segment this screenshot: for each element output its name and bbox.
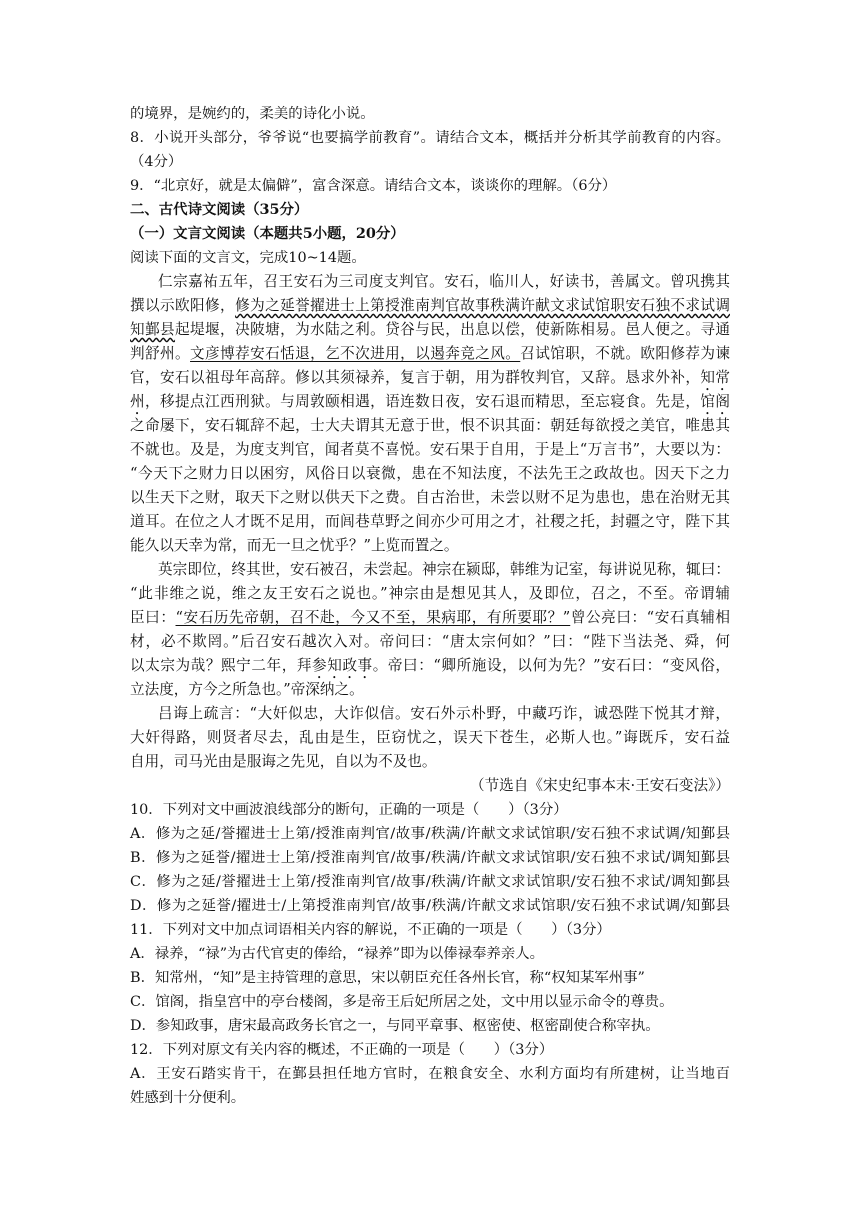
passage-line: 臣曰：“安石历先帝朝，召不赴，今又不至，果病耶，有所要耶？”曾公亮曰：“安石真辅相 <box>130 609 730 626</box>
passage-line: 以太宗为哉？熙宁二年，拜参知政事。帝曰：“卿所施设，以何为先？”安石曰：“变风俗， <box>130 657 730 674</box>
passage-line: 大奸得路，则贤者尽去，乱由是生，臣窃忧之，误天下苍生，必斯人也。”诲既斥，安石益 <box>130 729 730 746</box>
passage-line: 立法度，方今之所急也。”帝深纳之。 <box>130 681 364 698</box>
option-c: C．修为之延/誉擢进士上第/授淮南判官/故事/秩满/许献文求试馆职/安石独不求试/调知鄞县 <box>130 874 730 890</box>
passage-line: 吕诲上疏言：“大奸似忠，大诈似信。安石外示朴野，中藏巧诈，诚恐陛下悦其才辩， <box>158 705 730 722</box>
passage-line: 道耳。在位之人才既不足用，而闾巷草野之间亦少可用之才，社稷之托，封疆之守，陛下其 <box>130 513 730 530</box>
option-a: A．修为之延/誉擢进士上第/授淮南判官/故事/秩满/许献文求试馆职/安石独不求试调/知鄞县 <box>130 826 730 842</box>
passage-line: 材，必不欺罔。”后召安石越次入对。帝问曰：“唐太宗何如？”曰：“陛下当法尧、舜，何 <box>130 633 730 650</box>
passage-line: 能久以天幸为常，而无一旦之忧乎？”上览而置之。 <box>130 537 459 554</box>
dotted-term: 馆阁 <box>700 393 730 410</box>
dotted-term: 常 <box>715 369 730 386</box>
option-a-continued: 姓感到十分便利。 <box>130 1090 246 1106</box>
question-8: 8．小说开头部分，爷爷说“也要搞学前教育”。请结合文本，概括并分析其学前教育的内容。 <box>130 130 730 146</box>
passage-line: 以生天下之财，取天下之财以供天下之费。自古治世，未尝以财不足为患也，患在治财无其 <box>130 489 730 506</box>
option-b: B．知常州，“知”是主持管理的意思，宋以朝臣充任各州长官，称“权知某军州事” <box>130 970 645 986</box>
dotted-term: 参知政事 <box>312 657 373 674</box>
passage-line: 自用，司马光由是服诲之先见，自以为不及也。 <box>130 753 437 770</box>
subsection-heading: （一）文言文阅读（本题共5小题，20分） <box>130 225 405 242</box>
underlined-sentence: “安石历先帝朝，召不赴，今又不至，果病耶，有所要耶？” <box>175 609 571 626</box>
section-heading: 二、古代诗文阅读（35分） <box>130 201 309 218</box>
passage-line: “此非维之说，维之友王安石之说也。”神宗由是想见其人，及即位，召之，不至。帝谓辅 <box>130 585 730 602</box>
question-12-stem: 12．下列对原文有关内容的概述，不正确的一项是（ ）（3分） <box>130 1042 554 1058</box>
passage-line: 知鄞县起堤堰，决陂塘，为水陆之利。贷谷与民，出息以偿，使新陈相易。邑人便之。寻通 <box>130 321 730 338</box>
question-8-score: （4分） <box>130 154 183 170</box>
option-d: D．参知政事，唐宋最高政务长官之一，与同平章事、枢密使、枢密副使合称宰执。 <box>130 1018 660 1034</box>
passage-line: “今天下之财力日以困穷，风俗日以衰微，患在不知法度，不法先王之政故也。因天下之力 <box>130 465 730 482</box>
option-a: A．禄养，“禄”为古代官吏的俸给，“禄养”即为以俸禄奉养亲人。 <box>130 946 544 962</box>
wavy-underline-text: 修为之延誉擢进士上第授淮南判官故事秩满许献文求试馆职安石独不求试调 <box>235 297 730 314</box>
wavy-underline-text: 知鄞县 <box>130 321 176 338</box>
passage-line: 之命屡下，安石辄辞不起，士大夫谓其无意于世，恨不识其面：朝廷每欲授之美官，唯患其 <box>130 417 730 434</box>
passage-line: 不就也。及是，为度支判官，闻者莫不喜悦。安石果于自用，于是上“万言书”，大要以为： <box>130 441 730 458</box>
dotted-term: 知 <box>700 369 716 386</box>
passage-line: 判舒州。文彦博荐安石恬退，乞不次进用，以遏奔竞之风。召试馆职，不就。欧阳修荐为谏 <box>130 345 730 362</box>
text-line: 的境界，是婉约的，柔美的诗化小说。 <box>130 106 375 122</box>
passage-line: 官，安石以祖母年高辞。修以其须禄养，复言于朝，用为群牧判官，又辞。恳求外补，知常 <box>130 369 730 386</box>
passage-line: 仁宗嘉祐五年，召王安石为三司度支判官。安石，临川人，好读书，善属文。曾巩携其 <box>158 273 730 290</box>
reading-instruction: 阅读下面的文言文，完成10~14题。 <box>130 250 366 266</box>
option-a: A．王安石踏实肯干，在鄞县担任地方官时，在粮食安全、水利方面均有所建树，让当地百 <box>130 1066 730 1082</box>
option-d: D．修为之延誉/擢进士/上第授淮南判官/故事/秩满/许献文求试馆职/安石独不求试调/知鄞县 <box>130 898 730 914</box>
passage-line: 撰以示欧阳修，修为之延誉擢进士上第授淮南判官故事秩满许献文求试馆职安石独不求试调 <box>130 297 730 314</box>
underlined-sentence: 文彦博荐安石恬退，乞不次进用，以遏奔竞之风。 <box>190 345 521 362</box>
question-10-stem: 10．下列对文中画波浪线部分的断句，正确的一项是（ ）（3分） <box>130 802 568 818</box>
question-9: 9．“北京好，就是太偏僻”，富含深意。请结合文本，谈谈你的理解。（6分） <box>130 178 617 194</box>
passage-line: 英宗即位，终其世，安石被召，未尝起。神宗在颍邸，韩维为记室，每讲说见称，辄曰： <box>158 561 730 578</box>
passage-source: （节选自《宋史纪事本末·王安石变法》） <box>469 777 730 794</box>
dotted-term: 州 <box>130 393 146 410</box>
question-11-stem: 11．下列对文中加点词语相关内容的解说，不正确的一项是（ ）（3分） <box>130 922 611 938</box>
option-b: B．修为之延誉/擢进士上第/授淮南判官/故事/秩满/许献文求试馆职/安石独不求试/调知鄞县 <box>130 850 730 866</box>
passage-line: 州，移提点江西刑狱。与周敦颐相遇，语连数日夜，安石退而精思，至忘寝食。先是，馆阁 <box>130 393 730 410</box>
option-c: C．馆阁，指皇宫中的亭台楼阁，多是帝王后妃所居之处，文中用以显示命令的尊贵。 <box>130 994 674 1010</box>
